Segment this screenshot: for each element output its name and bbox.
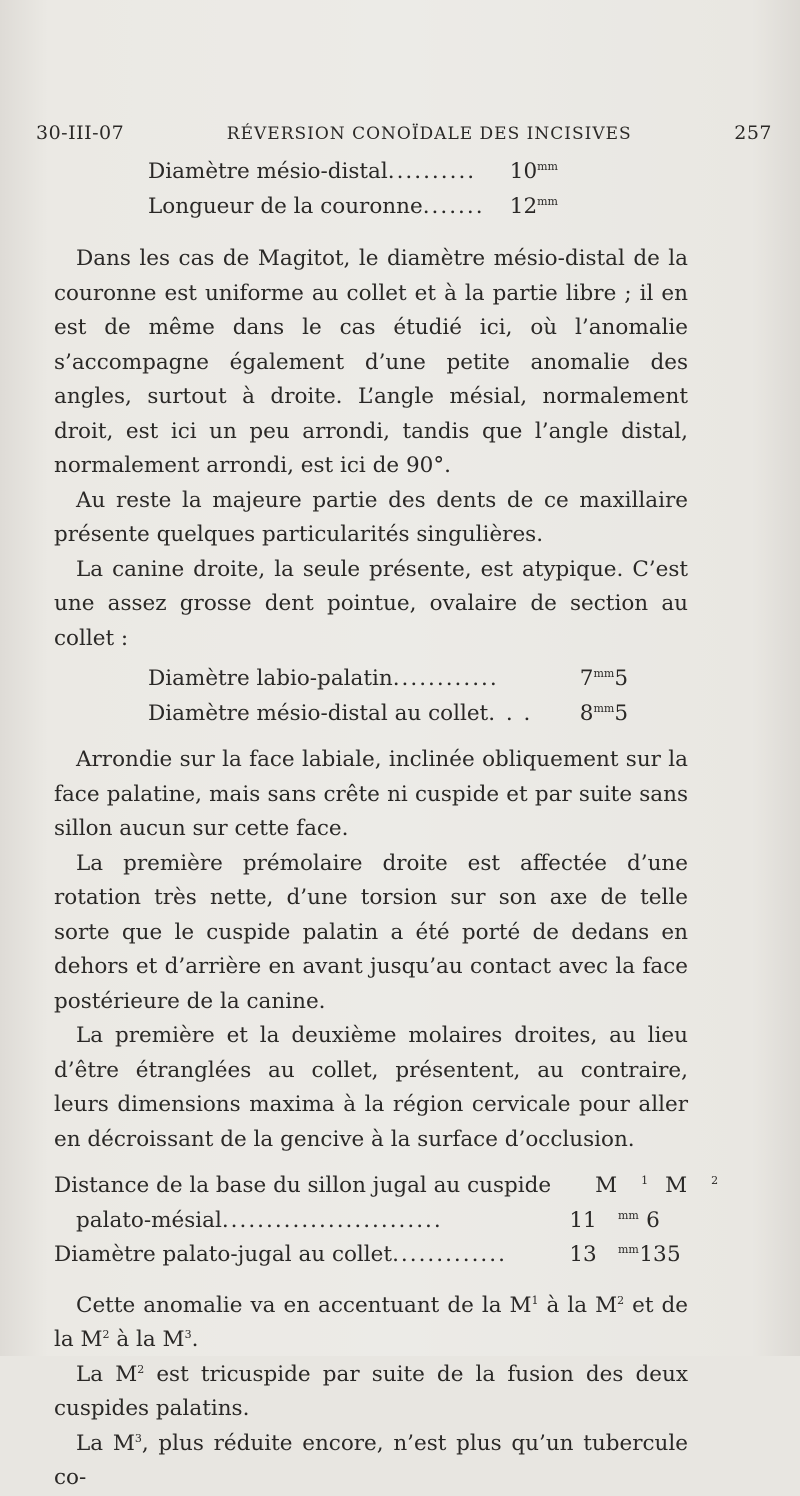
table-row: Distance de la base du sillon jugal au cuspide M $^1$ M $^2$ bbox=[54, 1169, 688, 1204]
paragraph: Arrondie sur la face labiale, inclinée obliquement sur la face palatine, mais sans crête ni cuspide et par suite sans sillon aucun sur cette face. bbox=[54, 747, 688, 841]
table-row: Diamètre palato-jugal au collet ............. 13 $^{mm}$ 5 13 bbox=[54, 1242, 681, 1267]
paragraph: La $M^3$, plus réduite encore, n’est plus qu’un tubercule co- bbox=[54, 1430, 688, 1490]
header-date: 30-III-07 bbox=[36, 122, 125, 144]
paragraph: Cette anomalie va en accentuant de la $M^1$ à la $M^2$ et de la $M^2$ à la $M^3$. bbox=[54, 1292, 688, 1352]
measurement-row: Longueur de la couronne ....... $12^{mm}$ bbox=[148, 193, 558, 219]
paragraph: La $M^2$ est tricuspide par suite de la fusion des deux cuspides palatins. bbox=[54, 1361, 688, 1421]
measurement-row: Diamètre mésio-distal au collet . . . $8^{mm}5$ bbox=[148, 700, 628, 726]
measurement-row: Diamètre labio-palatin ............ $7^{mm}5$ bbox=[148, 666, 628, 691]
paragraph: Au reste la majeure partie des dents de ce maxillaire présente quelques particularités singulières. bbox=[54, 487, 688, 547]
measurement-row: Diamètre mésio-distal .......... $10^{mm}$ bbox=[148, 159, 558, 184]
running-title: RÉVERSION CONOÏDALE DES INCISIVES bbox=[226, 124, 632, 144]
page-number: 257 bbox=[734, 122, 772, 144]
measurement-block-2 bbox=[54, 662, 688, 731]
running-header bbox=[36, 122, 772, 144]
page-body bbox=[54, 155, 719, 1496]
paragraph: Dans les cas de Magitot, le diamètre mésio-distal de la couronne est uniforme au collet et à la partie libre ; il en est de même dans le cas étudié ici, où l’anomalie s’accompagne également d’une petite anomalie des angles, surtout à droite. L’angle mésial, normalement droit, est ici un peu arrondi, tandis que l’angle distal, normalement arrondi, est ici de 90°. bbox=[54, 246, 688, 478]
table-row: palato-mésial ......................... 11 $^{mm}$ 6 bbox=[76, 1207, 660, 1233]
measurement-block-1 bbox=[54, 155, 688, 224]
molar-measurement-table bbox=[54, 1169, 719, 1273]
paragraph: La première prémolaire droite est affectée d’une rotation très nette, d’une torsion sur son axe de telle sorte que le cuspide palatin a été porté de dedans en dehors et d’arrière en avant jusqu’au contact avec la face postérieure de la canine. bbox=[54, 850, 688, 1014]
paragraph: La canine droite, la seule présente, est atypique. C’est une assez grosse dent pointue, ovalaire de section au collet : bbox=[54, 556, 688, 651]
paragraph: La première et la deuxième molaires droites, au lieu d’être étranglées au collet, présentent, au contraire, leurs dimensions maxima à la région cervicale pour aller en décroissant de la gencive à la surface d’occlusion. bbox=[54, 1023, 688, 1152]
table-column-headers: M $^1$ M $^2$ bbox=[595, 1173, 719, 1198]
